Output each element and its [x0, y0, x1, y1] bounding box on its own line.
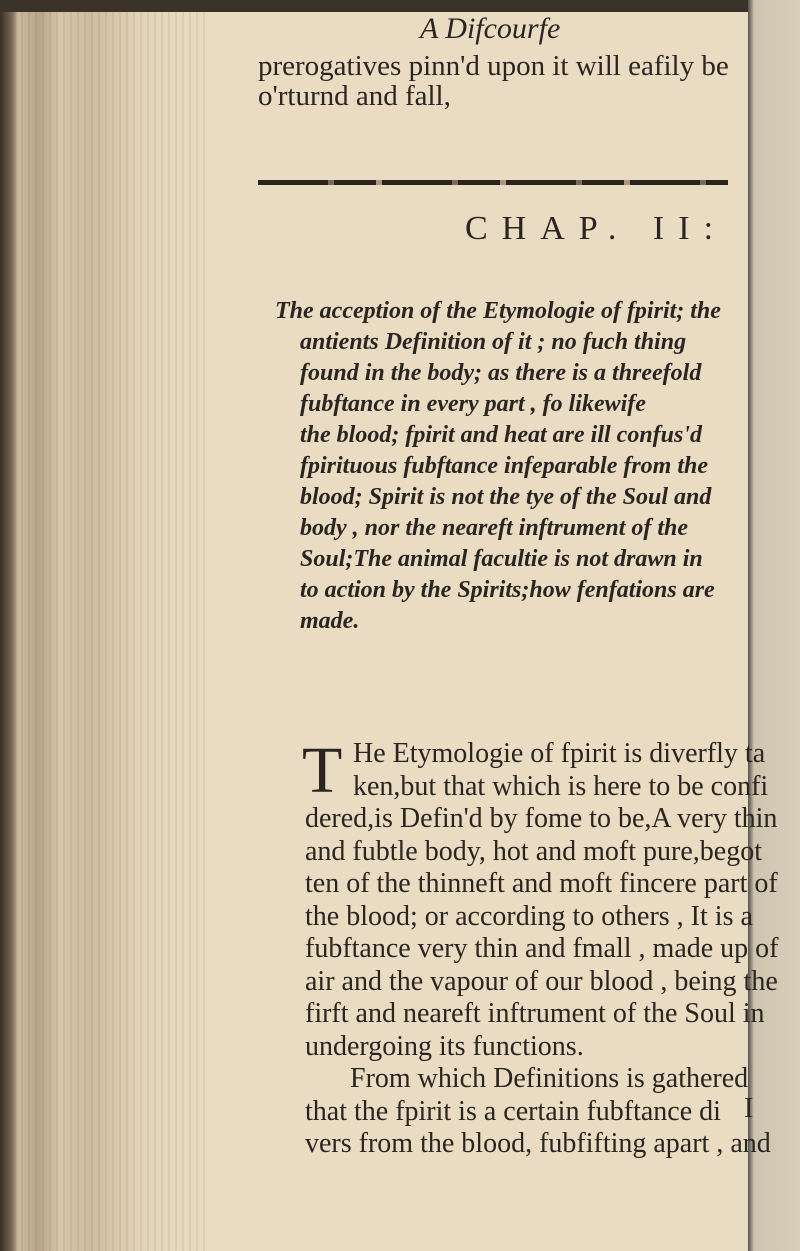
summary-line: body , nor the neareft inftrument of the	[300, 515, 689, 541]
body-line: undergoing its functions.	[305, 1030, 584, 1062]
running-head: A Difcourfe	[420, 12, 561, 45]
book-page-edges	[0, 0, 205, 1251]
summary-line: found in the body; as there is a threefold	[300, 360, 702, 386]
body-text	[305, 738, 779, 1161]
body-line: air and the vapour of our blood , being the	[305, 965, 778, 997]
catchword: I	[744, 1093, 754, 1124]
body-line: ten of the thinneft and moft fincere part of	[305, 868, 778, 899]
summary-line: blood; Spirit is not the tye of the Soul and	[300, 484, 712, 510]
summary-line: to action by the Spirits;how fenfations are	[300, 577, 715, 603]
chapter-summary	[275, 296, 721, 637]
book-top-shadow	[0, 0, 800, 12]
body-line: He Etymologie of fpirit is diverfly ta	[353, 738, 766, 769]
body-line: that the fpirit is a certain fubftance di	[305, 1095, 721, 1127]
carryover-line-2: o'rturnd and fall,	[258, 80, 451, 112]
summary-line: fpirituous fubftance infeparable from the	[300, 453, 709, 479]
body-line: ken,but that which is here to be confi	[353, 770, 769, 802]
summary-line: Soul;The animal facultie is not drawn in	[300, 546, 703, 572]
drop-cap: T	[302, 734, 343, 807]
summary-line: antients Definition of it ; no fuch thing	[300, 329, 687, 355]
body-line: firft and neareft inftrument of the Soul in	[305, 998, 765, 1029]
summary-line: The acception of the Etymologie of fpirit; the	[275, 298, 721, 324]
chapter-heading: CHAP. II:	[465, 210, 728, 247]
ornamental-rule	[258, 180, 728, 185]
body-line: and fubtle body, hot and moft pure,begot	[305, 835, 762, 867]
summary-line: fubftance in every part , fo likewife	[300, 391, 646, 417]
carryover-line-1: prerogatives pinn'd upon it will eafily be	[258, 50, 729, 82]
body-line: From which Definitions is gathered	[350, 1063, 749, 1094]
body-line: vers from the blood, fubfifting apart , and	[305, 1128, 771, 1159]
body-line: the blood; or according to others , It is a	[305, 900, 753, 932]
body-line: fubftance very thin and fmall , made up of	[305, 933, 779, 964]
body-line: dered,is Defin'd by fome to be,A very thin	[305, 803, 778, 834]
summary-line: made.	[300, 608, 360, 634]
summary-line: the blood; fpirit and heat are ill confus'd	[300, 422, 703, 448]
